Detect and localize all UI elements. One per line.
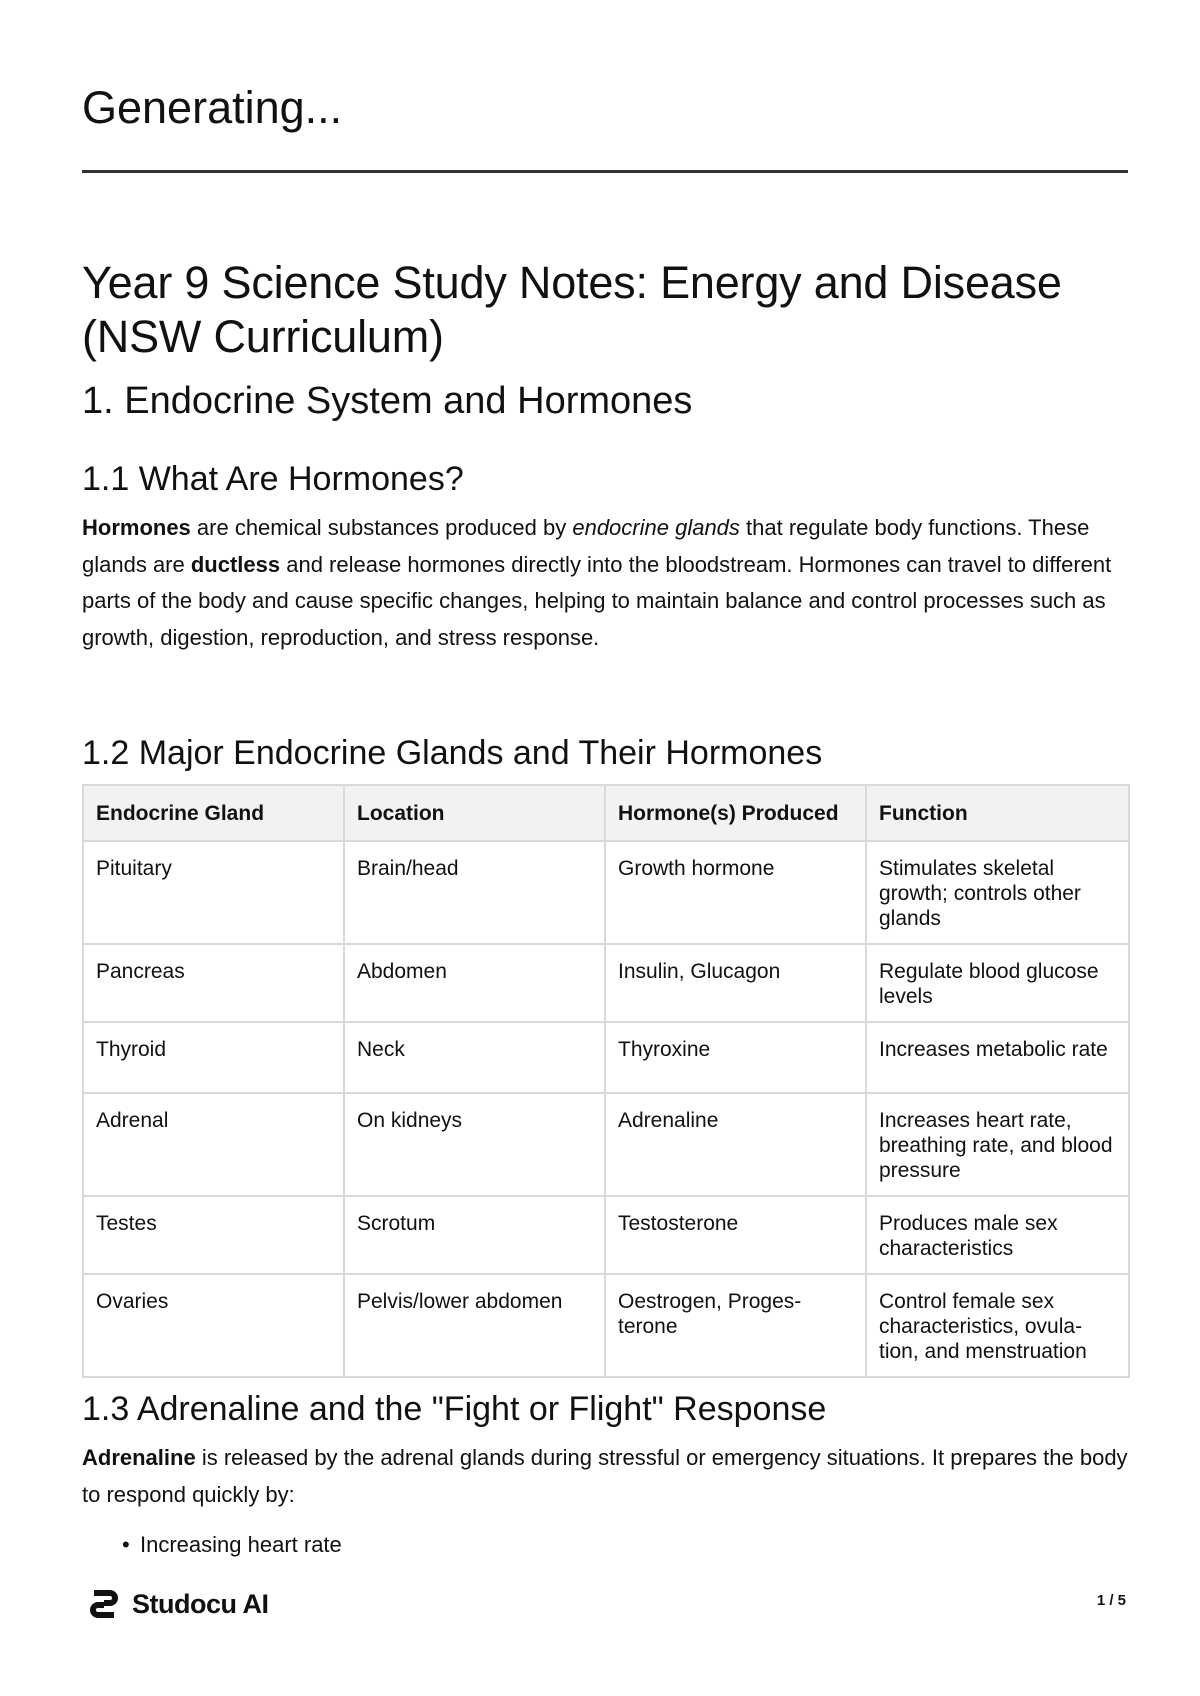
column-header: Endocrine Gland [83,785,344,841]
paragraph-text: is released by the adrenal glands during stressful or emergency situations. It prepares the body to respond quickly by: [82,1445,1128,1507]
table-cell: Neck [344,1022,605,1093]
table-row [83,1274,1129,1377]
column-header: Location [344,785,605,841]
table-row [83,1196,1129,1274]
table-cell: Stimulates skeletal growth; controls other glands [866,841,1129,944]
table-cell: Scrotum [344,1196,605,1274]
table-cell: Increases heart rate, breathing rate, and blood pressure [866,1093,1129,1196]
table-cell: Brain/head [344,841,605,944]
paragraph-text: that regulate body functions. These glands are [82,515,1090,577]
table-cell: Produces male sex characteristics [866,1196,1129,1274]
section-heading-1-2: 1.2 Major Endocrine Glands and Their Hormones [82,734,823,772]
list-item-text: Increasing heart rate [140,1532,342,1557]
table-cell: Thyroxine [605,1022,866,1093]
paragraph-text: are chemical substances produced by [190,515,573,540]
endocrine-glands-table [82,784,1130,1378]
table-cell: Ovaries [83,1274,344,1377]
ductless-term: ductless [190,551,281,577]
table-cell: Abdomen [344,944,605,1022]
table-cell: Growth hormone [605,841,866,944]
table-row [83,1093,1129,1196]
hormones-term: Hormones [82,515,191,540]
adrenaline-paragraph [82,1440,1128,1513]
generating-status: Generating... [82,82,343,133]
table-cell: Oestrogen, Proges-terone [605,1274,866,1377]
hormones-paragraph [82,510,1128,656]
table-cell: Pancreas [83,944,344,1022]
section-heading-1-1: 1.1 What Are Hormones? [82,460,464,498]
bullet-icon: • [122,1532,130,1557]
list-item [122,1530,342,1560]
paragraph-text: and release hormones directly into the bloodstream. Hormones can travel to different parts of the body and cause specific changes, helping to maintain balance and control processes such as growth, digestion, reproduction, and stress response. [82,551,1112,650]
table-cell: On kidneys [344,1093,605,1196]
table-row [83,841,1129,944]
table-header-row [83,785,1129,841]
table-cell: Testosterone [605,1196,866,1274]
page-indicator: 1 / 5 [1096,1592,1126,1609]
endocrine-glands-term: endocrine glands [572,515,740,540]
table-cell: Pelvis/lower abdomen [344,1274,605,1377]
brand-name: Studocu AI [132,1588,269,1619]
table-cell: Control female sex characteristics, ovula-tion, and menstruation [866,1274,1129,1377]
table-cell: Increases metabolic rate [866,1022,1129,1093]
table-cell: Testes [83,1196,344,1274]
table-cell: Pituitary [83,841,344,944]
table-row [83,944,1129,1022]
header-divider [82,170,1128,173]
column-header: Hormone(s) Produced [605,785,866,841]
studocu-logo-icon [86,1586,122,1622]
adrenaline-term: Adrenaline [82,1445,196,1470]
table-cell: Insulin, Glucagon [605,944,866,1022]
column-header: Function [866,785,1129,841]
table-cell: Regulate blood glucose levels [866,944,1129,1022]
table-row [83,1022,1129,1093]
section-heading-1-3: 1.3 Adrenaline and the "Fight or Flight" Response [82,1390,827,1428]
section-heading-1: 1. Endocrine System and Hormones [82,380,693,422]
document-title: Year 9 Science Study Notes: Energy and Disease (NSW Curriculum) [82,257,1062,362]
table-cell: Adrenal [83,1093,344,1196]
table-cell: Thyroid [83,1022,344,1093]
studocu-brand[interactable] [86,1586,269,1622]
table-cell: Adrenaline [605,1093,866,1196]
